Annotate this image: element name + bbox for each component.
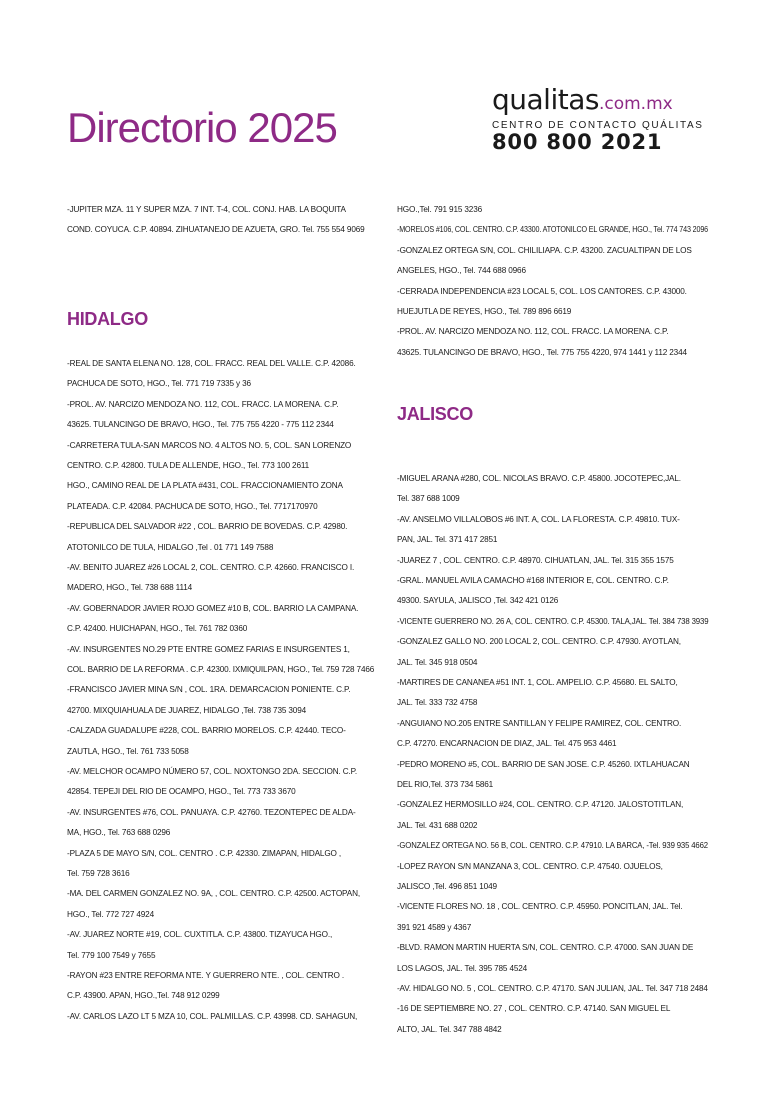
address-line: COL. BARRIO DE LA REFORMA . C.P. 42300. IXMIQUILPAN, HGO., Tel. 759 728 7466 (67, 665, 375, 674)
address-line: MADERO, HGO., Tel. 738 688 1114 (67, 583, 193, 593)
address-line: HGO., CAMINO REAL DE LA PLATA #431, COL. FRACCIONAMIENTO ZONA (67, 481, 343, 491)
address-line: ZAUTLA, HGO., Tel. 761 733 5058 (67, 746, 189, 756)
address-line: -MORELOS #106, COL. CENTRO. C.P. 43300. ATOTONILCO EL GRANDE, HGO., Tel. 774 743 2096 (397, 225, 709, 235)
address-line: Tel. 779 100 7549 y 7655 (67, 950, 156, 960)
address-line: -LOPEZ RAYON S/N MANZANA 3, COL. CENTRO. C.P. 47540. OJUELOS, (397, 861, 663, 871)
address-line: ANGELES, HGO., Tel. 744 688 0966 (397, 266, 526, 276)
address-line: -GONZALEZ HERMOSILLO #24, COL. CENTRO. C.P. 47120. JALOSTOTITLAN, (397, 800, 684, 810)
address-line: -REPUBLICA DEL SALVADOR #22 , COL. BARRIO DE BOVEDAS. C.P. 42980. (67, 522, 348, 532)
address-line: -REAL DE SANTA ELENA NO. 128, COL. FRACC. REAL DEL VALLE. C.P. 42086. (67, 359, 356, 368)
address-line: C.P. 47270. ENCARNACION DE DIAZ, JAL. Tel. 475 953 4461 (397, 739, 617, 749)
address-line: DEL RIO,Tel. 373 734 5861 (397, 780, 494, 789)
brand-block (492, 83, 707, 154)
section-heading: JALISCO (397, 404, 473, 424)
address-line: -MARTIRES DE CANANEA #51 INT. 1, COL. AMPELIO. C.P. 45680. EL SALTO, (397, 678, 678, 687)
address-line: -BLVD. RAMON MARTIN HUERTA S/N, COL. CENTRO. C.P. 47000. SAN JUAN DE (397, 943, 694, 953)
address-line: 42854. TEPEJI DEL RIO DE OCAMPO, HGO., Tel. 773 733 3670 (67, 787, 296, 797)
address-line: HUEJUTLA DE REYES, HGO., Tel. 789 896 6619 (397, 307, 572, 316)
address-line: -PROL. AV. NARCIZO MENDOZA NO. 112, COL. FRACC. LA MORENA. C.P. (67, 399, 339, 409)
contact-phone: 800 800 2021 (492, 130, 663, 154)
page-title: Directorio 2025 (67, 104, 337, 151)
address-line: -AV. ANSELMO VILLALOBOS #6 INT. A, COL. LA FLORESTA. C.P. 49810. TUX- (397, 514, 680, 524)
address-line: 49300. SAYULA, JALISCO ,Tel. 342 421 0126 (397, 596, 559, 606)
section-heading: HIDALGO (67, 309, 148, 329)
address-line: C.P. 43900. APAN, HGO.,Tel. 748 912 0299 (67, 991, 220, 1001)
address-line: PLATEADA. C.P. 42084. PACHUCA DE SOTO, HGO., Tel. 7717170970 (67, 501, 318, 511)
address-line: JAL. Tel. 333 732 4758 (397, 698, 478, 708)
address-line: -PEDRO MORENO #5, COL. BARRIO DE SAN JOSE. C.P. 45260. IXTLAHUACAN (397, 759, 690, 769)
address-line: -16 DE SEPTIEMBRE NO. 27 , COL. CENTRO. C.P. 47140. SAN MIGUEL EL (397, 1004, 671, 1014)
address-line: HGO., Tel. 772 727 4924 (67, 909, 154, 919)
address-line: JAL. Tel. 345 918 0504 (397, 657, 478, 667)
address-line: -AV. MELCHOR OCAMPO NÚMERO 57, COL. NOXTONGO 2DA. SECCION. C.P. (67, 767, 358, 776)
address-line: Tel. 759 728 3616 (67, 869, 130, 878)
address-line: -GONZALEZ ORTEGA NO. 56 B, COL. CENTRO. C.P. 47910. LA BARCA, -Tel. 939 935 4662 (397, 841, 708, 851)
address-line: ATOTONILCO DE TULA, HIDALGO ,Tel . 01 771 149 7588 (67, 542, 274, 552)
address-line: MA, HGO., Tel. 763 688 0296 (67, 828, 171, 838)
brand-tagline: CENTRO DE CONTACTO QUÁLITAS (492, 120, 704, 131)
address-line: -AV. INSURGENTES NO.29 PTE ENTRE GOMEZ FARIAS E INSURGENTES 1, (67, 644, 350, 654)
address-line: LOS LAGOS, JAL. Tel. 395 785 4524 (397, 963, 528, 973)
address-line: -RAYON #23 ENTRE REFORMA NTE. Y GUERRERO NTE. , COL. CENTRO . (67, 971, 345, 980)
address-line: -PLAZA 5 DE MAYO S/N, COL. CENTRO . C.P. 42330. ZIMAPAN, HIDALGO , (67, 848, 342, 858)
address-line: -JUAREZ 7 , COL. CENTRO. C.P. 48970. CIHUATLAN, JAL. Tel. 315 355 1575 (397, 555, 674, 565)
address-line: -VICENTE FLORES NO. 18 , COL. CENTRO. C.P. 45950. PONCITLAN, JAL. Tel. (397, 902, 683, 912)
address-line: PAN, JAL. Tel. 371 417 2851 (397, 535, 498, 545)
address-line: -AV. CARLOS LAZO LT 5 MZA 10, COL. PALMILLAS. C.P. 43998. CD. SAHAGUN, (67, 1011, 358, 1021)
address-line: -VICENTE GUERRERO NO. 26 A, COL. CENTRO. C.P. 45300. TALA,JAL. Tel. 384 738 3939 (397, 616, 709, 626)
address-line: -AV. BENITO JUAREZ #26 LOCAL 2, COL. CENTRO. C.P. 42660. FRANCISCO I. (67, 563, 355, 572)
address-line: -GONZALEZ ORTEGA S/N, COL. CHILILIAPA. C.P. 43200. ZACUALTIPAN DE LOS (397, 245, 692, 255)
address-line: -AV. GOBERNADOR JAVIER ROJO GOMEZ #10 B, COL. BARRIO LA CAMPANA. (67, 603, 359, 613)
address-line: COND. COYUCA. C.P. 40894. ZIHUATANEJO DE AZUETA, GRO. Tel. 755 554 9069 (67, 225, 365, 235)
address-line: HGO.,Tel. 791 915 3236 (397, 205, 482, 214)
address-line: -JUPITER MZA. 11 Y SUPER MZA. 7 INT. T-4, COL. CONJ. HAB. LA BOQUITA (67, 205, 346, 214)
address-line: 391 921 4589 y 4367 (397, 922, 472, 932)
brand-logo (492, 83, 707, 118)
address-line: -PROL. AV. NARCIZO MENDOZA NO. 112, COL. FRACC. LA MORENA. C.P. (397, 327, 669, 337)
address-line: CENTRO. C.P. 42800. TULA DE ALLENDE, HGO., Tel. 773 100 2611 (67, 461, 310, 470)
brand-domain: .com.mx (598, 94, 673, 114)
address-line: C.P. 42400. HUICHAPAN, HGO., Tel. 761 782 0360 (67, 624, 248, 634)
address-line: -ANGUIANO NO.205 ENTRE SANTILLAN Y FELIPE RAMIREZ, COL. CENTRO. (397, 718, 682, 728)
address-line: -GRAL. MANUEL AVILA CAMACHO #168 INTERIOR E, COL. CENTRO. C.P. (397, 576, 669, 585)
address-line: ALTO, JAL. Tel. 347 788 4842 (397, 1024, 502, 1034)
address-line: Tel. 387 688 1009 (397, 494, 460, 504)
address-line: -AV. INSURGENTES #76, COL. PANUAYA. C.P. 42760. TEZONTEPEC DE ALDA- (67, 807, 356, 817)
address-line: 43625. TULANCINGO DE BRAVO, HGO., Tel. 775 755 4220, 974 1441 y 112 2344 (397, 347, 687, 357)
address-line: -CERRADA INDEPENDENCIA #23 LOCAL 5, COL. LOS CANTORES. C.P. 43000. (397, 286, 687, 296)
address-line: -AV. HIDALGO NO. 5 , COL. CENTRO. C.P. 47170. SAN JULIAN, JAL. Tel. 347 718 2484 (397, 984, 708, 993)
address-line: 43625. TULANCINGO DE BRAVO, HGO., Tel. 775 755 4220 - 775 112 2344 (67, 420, 334, 430)
address-line: PACHUCA DE SOTO, HGO., Tel. 771 719 7335 y 36 (67, 379, 251, 389)
brand-name: qualitas (492, 83, 599, 116)
address-line: JAL. Tel. 431 688 0202 (397, 820, 478, 830)
address-line: JALISCO ,Tel. 496 851 1049 (397, 882, 497, 891)
address-line: -MIGUEL ARANA #280, COL. NICOLAS BRAVO. C.P. 45800. JOCOTEPEC,JAL. (397, 474, 681, 483)
address-line: -GONZALEZ GALLO NO. 200 LOCAL 2, COL. CENTRO. C.P. 47930. AYOTLAN, (397, 637, 681, 647)
address-line: -MA. DEL CARMEN GONZALEZ NO. 9A, , COL. CENTRO. C.P. 42500. ACTOPAN, (67, 889, 360, 899)
address-line: -FRANCISCO JAVIER MINA S/N , COL. 1RA. DEMARCACION PONIENTE. C.P. (67, 685, 351, 695)
address-line: 42700. MIXQUIAHUALA DE JUAREZ, HIDALGO ,Tel. 738 735 3094 (67, 705, 307, 715)
address-line: -CARRETERA TULA-SAN MARCOS NO. 4 ALTOS NO. 5, COL. SAN LORENZO (67, 440, 352, 450)
address-line: -AV. JUAREZ NORTE #19, COL. CUXTITLA. C.P. 43800. TIZAYUCA HGO., (67, 930, 333, 940)
address-line: -CALZADA GUADALUPE #228, COL. BARRIO MORELOS. C.P. 42440. TECO- (67, 726, 346, 736)
